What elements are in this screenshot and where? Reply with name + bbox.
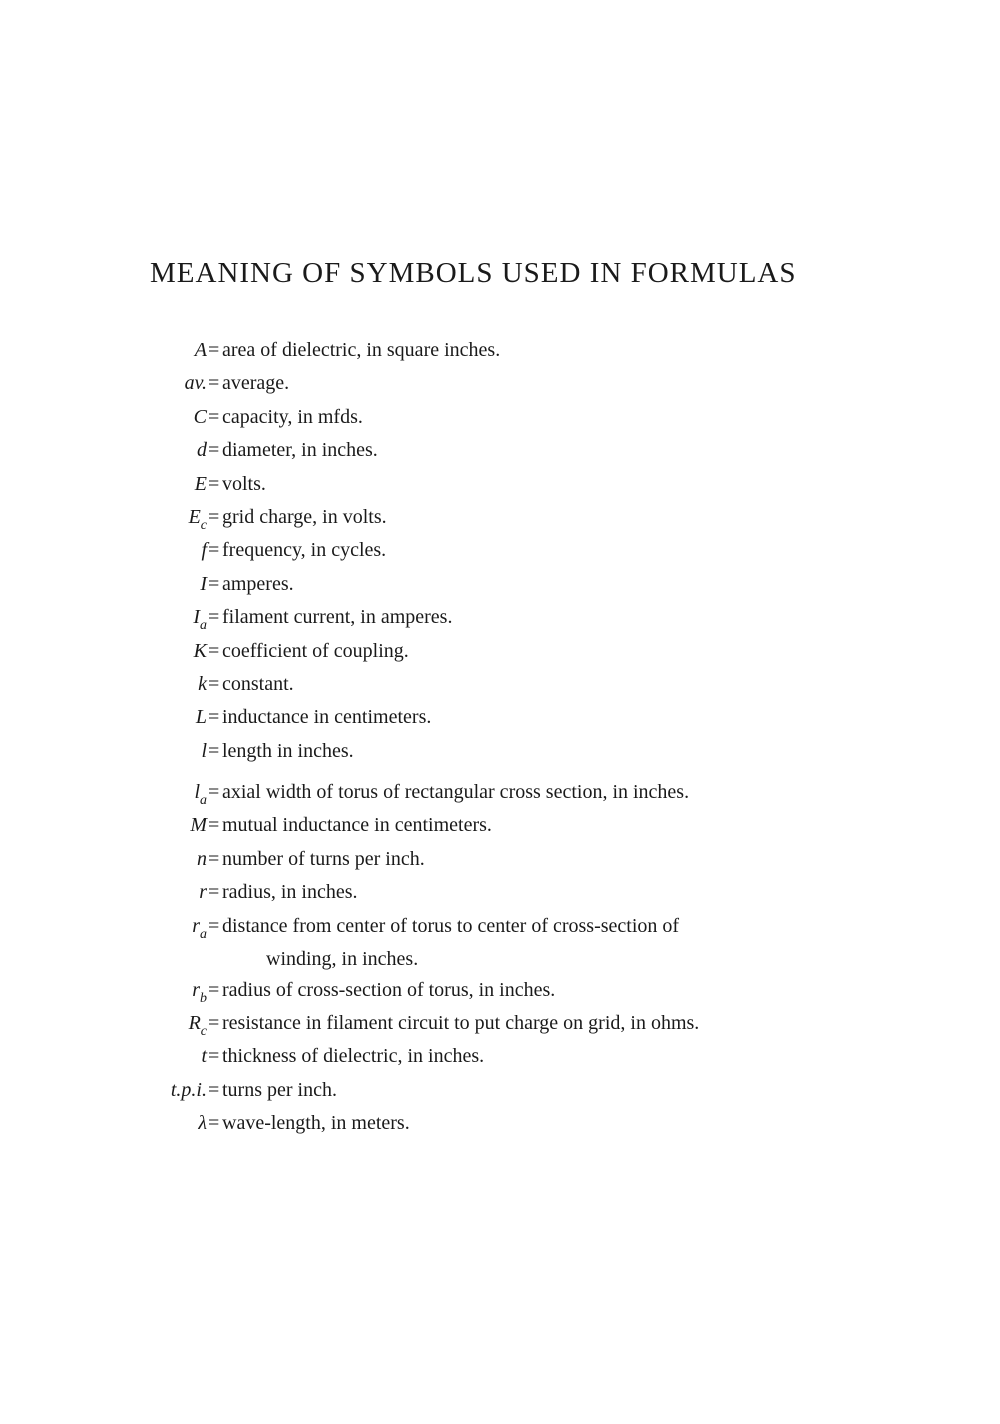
equals-sign: = xyxy=(208,706,220,729)
definition xyxy=(222,910,852,977)
equals-sign: = xyxy=(208,472,220,495)
symbol-row-amperes xyxy=(0,568,1000,601)
definition: average. xyxy=(222,372,290,395)
symbol-row-mutual-inductance xyxy=(0,809,1000,842)
symbol-row-inductance xyxy=(0,701,1000,734)
definition: constant. xyxy=(222,672,294,695)
equals-sign: = xyxy=(208,1078,220,1101)
definition: frequency, in cycles. xyxy=(222,539,387,562)
equals-sign: = xyxy=(208,1112,220,1135)
symbol-row-turns-per-inch xyxy=(0,1074,1000,1107)
definition: inductance in centimeters. xyxy=(222,706,432,729)
definition: axial width of torus of rectangular cross section, in inches. xyxy=(222,781,690,804)
definition: thickness of dielectric, in inches. xyxy=(222,1045,485,1068)
definition: filament current, in amperes. xyxy=(222,606,453,629)
definition: coefficient of coupling. xyxy=(222,639,409,662)
symbol-row-wave-length xyxy=(0,1107,1000,1140)
definition: amperes. xyxy=(222,572,294,595)
equals-sign: = xyxy=(208,672,220,695)
page-title: MEANING OF SYMBOLS USED IN FORMULAS xyxy=(150,257,797,289)
symbol-row-resistance xyxy=(0,1007,1000,1040)
symbol-row-torus-radius xyxy=(0,974,1000,1007)
equals-sign: = xyxy=(208,814,220,837)
symbol-row-area xyxy=(0,334,1000,367)
equals-sign: = xyxy=(208,881,220,904)
symbol: r xyxy=(199,881,207,904)
symbol-row-torus-distance xyxy=(0,910,1000,974)
definition: grid charge, in volts. xyxy=(222,505,387,528)
symbol: n xyxy=(197,847,207,870)
symbol: t xyxy=(201,1045,207,1068)
equals-sign: = xyxy=(208,572,220,595)
symbol: λ xyxy=(198,1112,207,1135)
symbol-row-coupling xyxy=(0,635,1000,668)
equals-sign: = xyxy=(208,439,220,462)
equals-sign: = xyxy=(208,505,220,528)
symbol: $r_a$ xyxy=(192,914,207,942)
symbol: A xyxy=(194,339,207,361)
symbol: M xyxy=(190,814,207,837)
equals-sign: = xyxy=(208,539,220,562)
equals-sign: = xyxy=(208,1045,220,1068)
symbol: av. xyxy=(184,372,207,395)
equals-sign: = xyxy=(208,639,220,662)
definition-line-1: distance from center of torus to center of cross-section of xyxy=(222,914,680,937)
equals-sign: = xyxy=(208,339,220,361)
definition: radius of cross-section of torus, in inches. xyxy=(222,978,556,1001)
symbol-row-radius xyxy=(0,876,1000,909)
symbol: $l_a$ xyxy=(194,781,207,809)
symbol: L xyxy=(195,706,207,729)
equals-sign: = xyxy=(208,1012,220,1035)
equals-sign: = xyxy=(208,739,220,762)
symbol: d xyxy=(197,439,207,462)
equals-sign: = xyxy=(208,606,220,629)
symbol-row-thickness xyxy=(0,1040,1000,1073)
symbol: k xyxy=(198,672,207,695)
symbol: l xyxy=(201,739,207,762)
symbol: t.p.i. xyxy=(170,1078,207,1101)
symbol: I xyxy=(200,572,207,595)
symbol-row-filament-current xyxy=(0,601,1000,634)
definition: capacity, in mfds. xyxy=(222,405,363,428)
symbol: K xyxy=(193,639,207,662)
definition: number of turns per inch. xyxy=(222,847,425,870)
definition: length in inches. xyxy=(222,739,354,762)
symbol-row-grid-charge xyxy=(0,501,1000,534)
symbol: $E_c$ xyxy=(188,505,207,533)
symbol-row-length xyxy=(0,735,1000,768)
symbol-row-constant xyxy=(0,668,1000,701)
symbol: $R_c$ xyxy=(188,1012,207,1040)
symbol-row-diameter xyxy=(0,434,1000,467)
symbol: f xyxy=(201,539,207,562)
equals-sign: = xyxy=(208,847,220,870)
equals-sign: = xyxy=(208,781,220,804)
symbol-row-frequency xyxy=(0,534,1000,567)
definition: area of dielectric, in square inches. xyxy=(222,339,501,361)
symbol-list xyxy=(0,334,1000,1141)
equals-sign: = xyxy=(208,914,220,937)
equals-sign: = xyxy=(208,978,220,1001)
equals-sign: = xyxy=(208,372,220,395)
symbol: $I_a$ xyxy=(193,606,207,634)
symbol-row-turns xyxy=(0,843,1000,876)
symbol-row-volts xyxy=(0,468,1000,501)
symbol-row-capacity xyxy=(0,401,1000,434)
definition-line-2: winding, in inches. xyxy=(266,948,419,971)
definition: diameter, in inches. xyxy=(222,439,378,462)
definition: mutual inductance in centimeters. xyxy=(222,814,492,837)
definition: wave-length, in meters. xyxy=(222,1112,410,1135)
definition: turns per inch. xyxy=(222,1078,337,1101)
symbol: $r_b$ xyxy=(192,978,207,1006)
definition: resistance in filament circuit to put charge on grid, in ohms. xyxy=(222,1012,700,1035)
symbol: C xyxy=(193,405,207,428)
symbol-row-axial-width xyxy=(0,776,1000,809)
definition: radius, in inches. xyxy=(222,881,358,904)
equals-sign: = xyxy=(208,405,220,428)
symbol: E xyxy=(194,472,207,495)
definition: volts. xyxy=(222,472,266,495)
symbol-row-average xyxy=(0,367,1000,400)
